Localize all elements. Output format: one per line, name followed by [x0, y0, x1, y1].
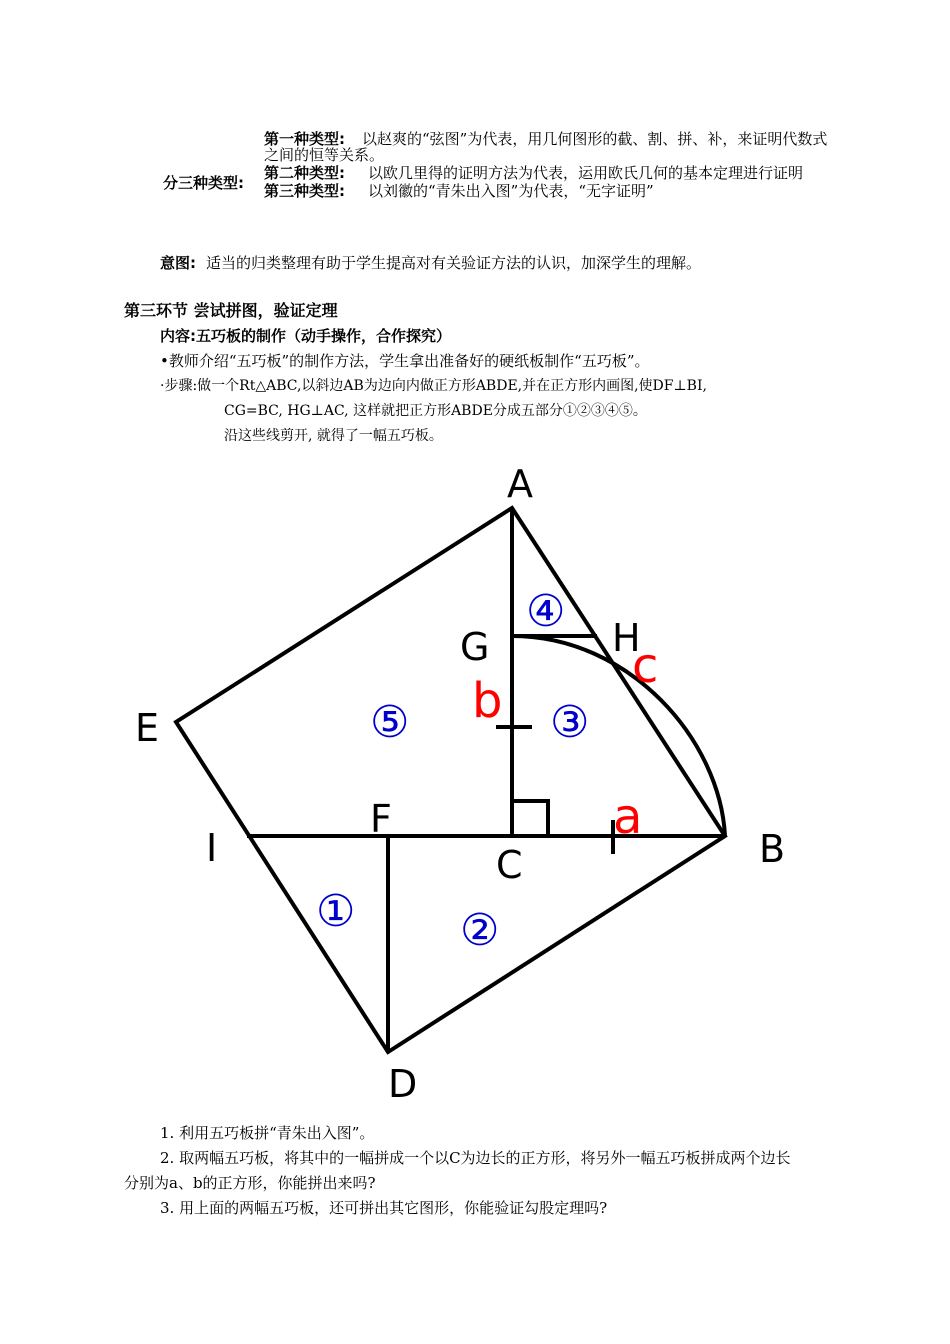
- side-label-b: b: [472, 673, 503, 729]
- bullet-steps-end: 沿这些线剪开, 就得了一幅五巧板。: [224, 428, 443, 444]
- piece-label-5: ⑤: [370, 697, 410, 748]
- type3-text: 以刘徽的“青朱出入图”为代表，“无字证明”: [368, 182, 654, 200]
- point-label-h: H: [612, 616, 641, 660]
- type1-label: 第一种类型:: [264, 130, 345, 148]
- square-abde: [176, 508, 725, 1052]
- intent-text: 适当的归类整理有助于学生提高对有关验证方法的认识，加深学生的理解。: [206, 254, 702, 272]
- piece-label-4: ④: [526, 586, 566, 637]
- point-label-i: I: [206, 826, 218, 870]
- type1-text: 以赵爽的“弦图”为代表，用几何图形的截、割、拼、补，来证明代数式: [362, 130, 828, 148]
- point-label-g: G: [460, 625, 490, 669]
- question-1: 1. 利用五巧板拼“青朱出入图”。: [160, 1124, 375, 1142]
- point-label-e: E: [135, 706, 160, 750]
- section-heading: 第三环节 尝试拼图，验证定理: [124, 301, 338, 320]
- question-2-continued: 分别为a、b的正方形，你能拼出来吗?: [124, 1174, 376, 1192]
- bullet-steps: ·步骤:做一个Rt△ABC,以斜边AB为边向内做正方形ABDE,并在正方形内画图,使DF⊥BI,: [160, 378, 707, 394]
- piece-label-3: ③: [550, 697, 590, 748]
- content-label: 内容:五巧板的制作（动手操作，合作探究）: [160, 327, 452, 345]
- point-label-d: D: [388, 1062, 418, 1106]
- point-label-a: A: [507, 462, 533, 506]
- type2-label: 第二种类型:: [264, 164, 345, 182]
- question-2: 2. 取两幅五巧板，将其中的一幅拼成一个以C为边长的正方形，将另外一幅五巧板拼成两个边长: [160, 1149, 791, 1167]
- point-label-f: F: [370, 797, 392, 841]
- bullet-steps-continued: CG=BC, HG⊥AC, 这样就把正方形ABDE分成五部分①②③④⑤。: [224, 403, 647, 419]
- piece-label-2: ②: [460, 905, 500, 956]
- piece-label-1: ①: [316, 886, 356, 937]
- types-group-label: 分三种类型:: [163, 174, 244, 192]
- side-label-c: c: [632, 638, 659, 694]
- intent-label: 意图:: [160, 254, 196, 272]
- point-label-c: C: [496, 843, 523, 887]
- type1-text-continued: 之间的恒等关系。: [264, 146, 385, 164]
- question-3: 3. 用上面的两幅五巧板，还可拼出其它图形，你能验证勾股定理吗?: [160, 1199, 608, 1217]
- type3-label: 第三种类型:: [264, 182, 345, 200]
- bullet-intro: •教师介绍“五巧板”的制作方法，学生拿出准备好的硬纸板制作“五巧板”。: [160, 352, 650, 370]
- right-angle-mark: [512, 801, 548, 836]
- side-label-a: a: [613, 789, 643, 845]
- point-label-b: B: [759, 827, 786, 871]
- type2-text: 以欧几里得的证明方法为代表，运用欧氏几何的基本定理进行证明: [368, 164, 804, 182]
